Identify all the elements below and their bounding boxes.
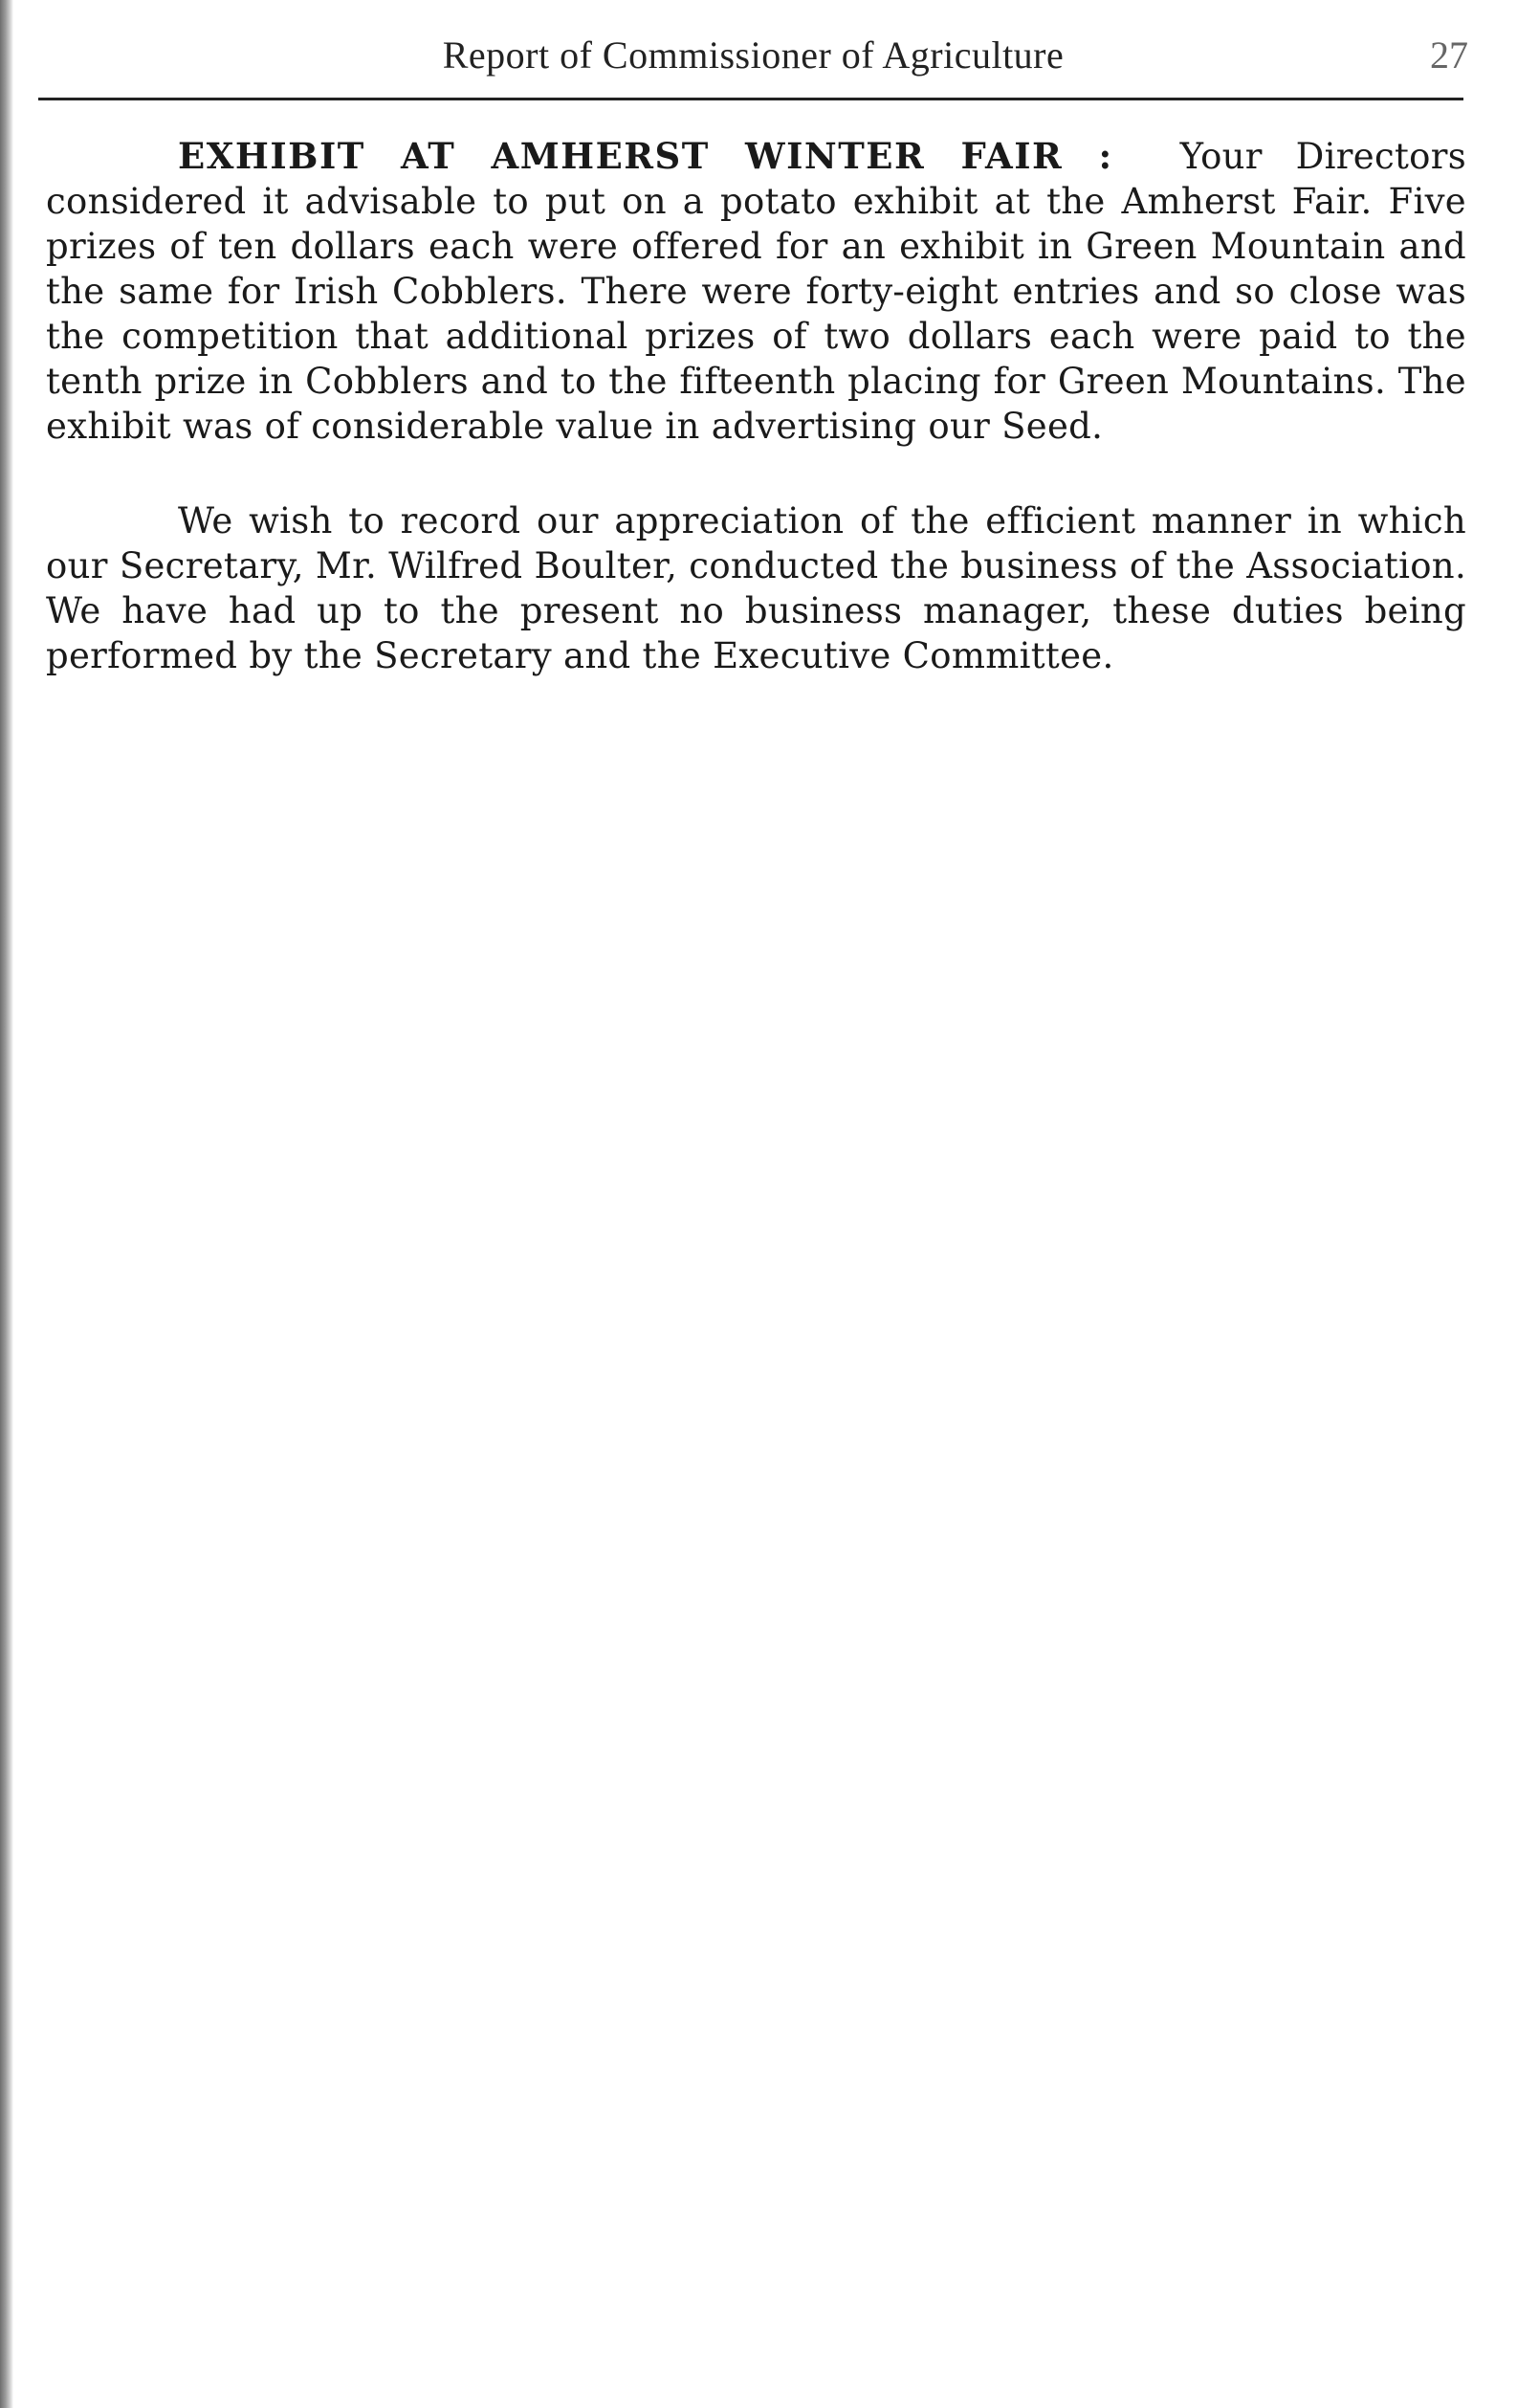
page-header	[38, 33, 1468, 90]
paragraph-text: Your Directors considered it advisable to put on a potato exhibit at the Amherst Fair. Five prizes of ten dollars each were offered for an exhibit in Green Mountain and the same for Irish Cobblers. There were forty-eight entries and so close was the competition that additional prizes of two dollars each were paid to the tenth prize in Cobblers and to the fifteenth placing for Green Mountains. The exhibit was of considerable value in advertising our Seed.	[46, 136, 1467, 447]
section-heading: EXHIBIT AT AMHERST WINTER FAIR :	[178, 135, 1113, 177]
paragraph-appreciation	[46, 498, 1466, 678]
page-body	[46, 134, 1466, 728]
page-number: 27	[1430, 33, 1468, 77]
paragraph-text: We wish to record our appreciation of the efficient manner in which our Secretary, Mr. Wilfred Boulter, conducted the business of the Association. We have had up to the present no business manager, these duties being performed by the Secretary and the Executive Committee.	[46, 500, 1466, 676]
page-binding-shadow	[0, 0, 13, 2408]
running-title: Report of Commissioner of Agriculture	[442, 33, 1065, 77]
paragraph-exhibit	[46, 134, 1466, 449]
header-rule	[38, 98, 1463, 100]
